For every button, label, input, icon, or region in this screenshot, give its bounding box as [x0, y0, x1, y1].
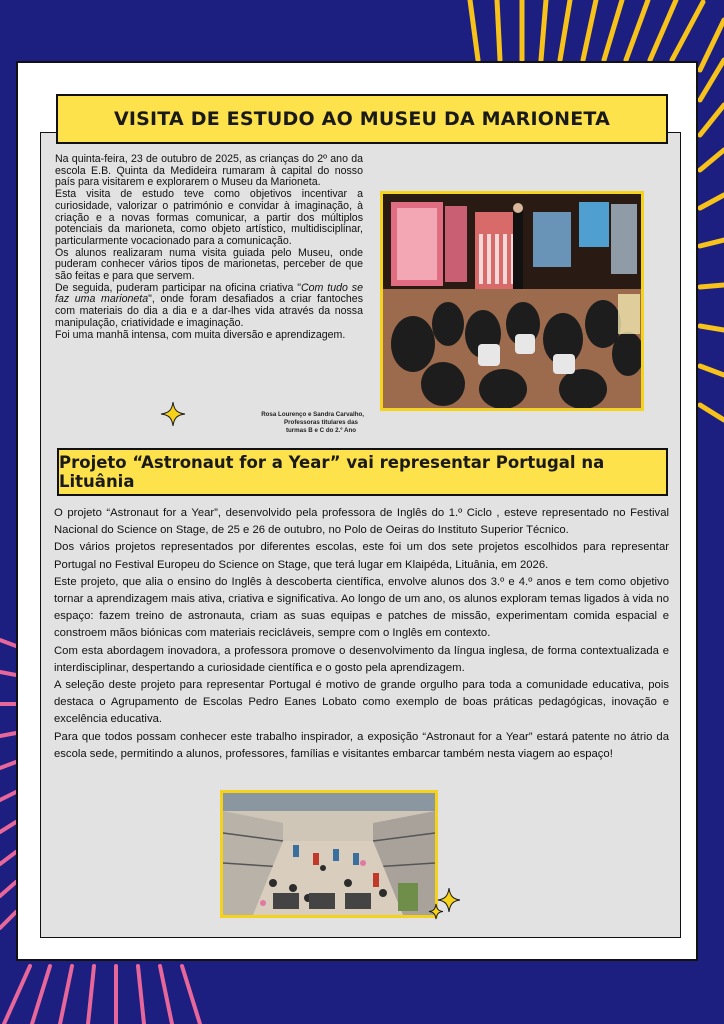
article1-title: VISITA DE ESTUDO AO MUSEU DA MARIONETA	[113, 108, 611, 130]
article1-title-bar	[56, 94, 668, 144]
school-atrium-photo	[220, 790, 438, 918]
article2-paragraph: Dos vários projetos representados por diferentes escolas, este foi um dos sete projetos escolhidos para representar Portugal no Festival Europeu do Science on Stage, que terá lugar em Klaipéda, Lituânia, em 2026.	[54, 541, 669, 571]
museum-visit-illustration	[383, 194, 641, 408]
sparkle-pair-icon	[426, 886, 462, 922]
article2-title-bar	[57, 448, 668, 496]
sparkle-icon	[160, 401, 186, 427]
signature	[238, 411, 364, 435]
article2-paragraph: Para que todos possam conhecer este trabalho inspirador, a exposição “Astronaut for a Year” estará patente no átrio da escola sede, permitindo a alunos, professores, famílias e visitantes embarcar também nesta viagem ao espaço!	[54, 730, 669, 760]
signature-role: Professoras titulares das turmas B e C do 2.º Ano	[284, 419, 358, 434]
article2-title: Projeto “Astronaut for a Year” vai representar Portugal na Lituânia	[59, 453, 605, 491]
article2-body	[54, 505, 669, 763]
article1-paragraph: Esta visita de estudo teve como objetivos incentivar a curiosidade, valorizar o património e convidar à imaginação, à criação e a novas formas comunicar, a partir dos múltiplos potenciais da marioneta, como objeto artístico, multidisciplinar, particularmente vocacionado para a comunicação.	[55, 188, 363, 247]
article2-paragraph: Com esta abordagem inovadora, a professora promove o desenvolvimento da língua inglesa, de forma contextualizada e interdisciplinar, despertando a curiosidade científica e o gosto pela aprendizagem.	[54, 644, 669, 674]
article2-paragraph: Este projeto, que alia o ensino do Inglês à descoberta científica, envolve alunos dos 3.º e 4.º anos e tem como objetivo tornar a aprendizagem mais ativa, criativa e significativa. Ao longo de um ano, os alunos exploram temas ligados à vida no espaço: fazem treino de astronauta, criam as suas equipas e patches de missão, experimentam comida espacial e constroem mãos biónicas com materiais recicláveis, sempre com o Inglês em contexto.	[54, 575, 669, 640]
article2-paragraph: A seleção deste projeto para representar Portugal é motivo de grande orgulho para toda a comunidade educativa, pois destaca o Agrupamento de Escolas Pedro Eanes Lobato como exemplo de boas práticas pedagógicas, inovação e excelência educativa.	[54, 679, 669, 726]
museum-visit-photo	[380, 191, 644, 411]
article1-paragraph: Na quinta-feira, 23 de outubro de 2025, as crianças do 2º ano da escola E.B. Quinta da Medideira rumaram à capital do nosso país para visitarem e explorarem o Museu da Marioneta.	[55, 153, 363, 189]
article2-paragraph: O projeto “Astronaut for a Year”, desenvolvido pela professora de Inglês do 1.º Ciclo , esteve representado no Festival Nacional do Science on Stage, de 25 e 26 de outubro, no Polo de Oeiras do Instituto Superior Técnico.	[54, 507, 669, 537]
school-atrium-illustration	[223, 793, 435, 915]
article1-paragraph: De seguida, puderam participar na oficina criativa "Com tudo se faz uma marioneta", onde foram desafiados a criar fantoches com materiais do dia a dia e a dar-lhes vida através da nossa manipulação, criatividade e imaginação.	[55, 281, 363, 329]
signature-names: Rosa Lourenço e Sandra Carvalho,	[261, 411, 364, 418]
article1-paragraph: Os alunos realizaram numa visita guiada pelo Museu, onde puderam conhecer vários tipos de marionetas, perceber de que são feitas e para que servem.	[55, 246, 363, 283]
article1-body	[55, 154, 363, 341]
article1-paragraph: Foi uma manhã intensa, com muita diversão e aprendizagem.	[55, 328, 346, 341]
